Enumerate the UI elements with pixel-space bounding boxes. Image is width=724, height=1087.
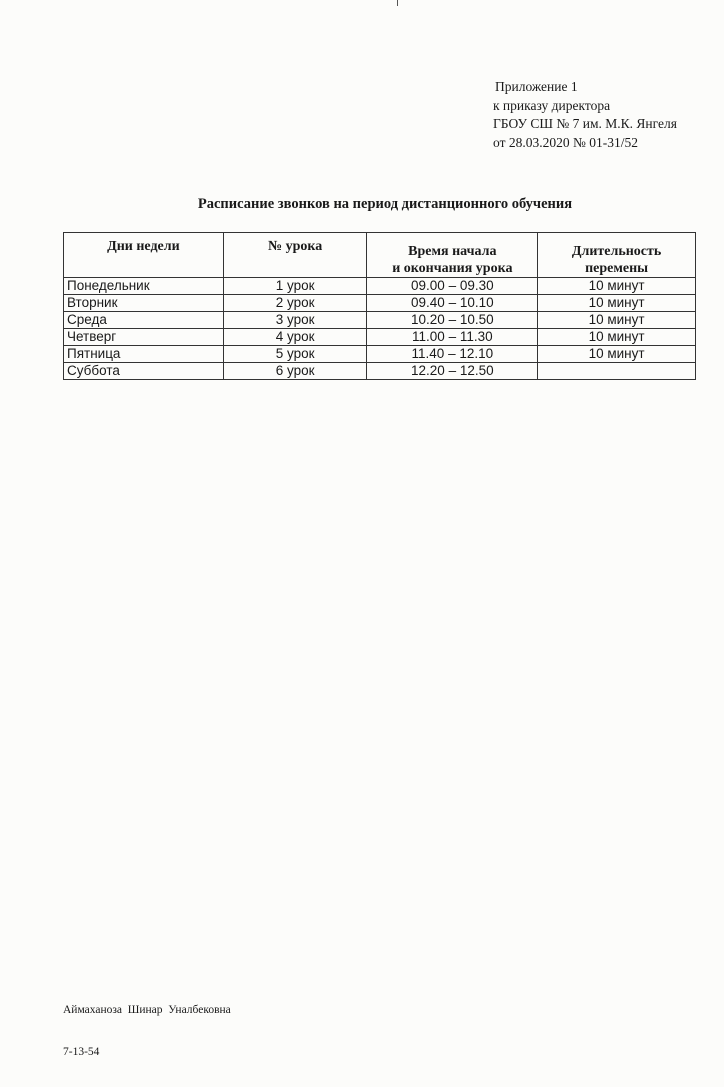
document-title: Расписание звонков на период дистанционного обучения (197, 196, 573, 212)
footer-name: Аймаханоза Шинар Уналбековна (63, 1004, 231, 1016)
header-break (538, 233, 696, 278)
header-time (367, 233, 538, 278)
schedule-table (63, 232, 696, 380)
cell-day: Пятница (64, 346, 224, 363)
cell-break: 10 минут (538, 295, 696, 312)
table-row (64, 278, 696, 295)
annex-line-3: ГБОУ СШ № 7 им. М.К. Янгеля (493, 116, 677, 131)
table-row (64, 295, 696, 312)
header-time-line-2: и окончания урока (392, 261, 513, 276)
footer-phone: 7-13-54 (63, 1046, 100, 1058)
annex-line-1: Приложение 1 (495, 79, 578, 94)
cell-lesson: 3 урок (223, 312, 367, 329)
cell-lesson: 4 урок (223, 329, 367, 346)
table-row (64, 363, 696, 380)
cell-break: 10 минут (538, 346, 696, 363)
annex-line-2: к приказу директора (493, 97, 611, 113)
annex-block (493, 78, 677, 152)
cell-day: Понедельник (64, 278, 224, 295)
header-lesson: № урока (223, 233, 367, 278)
cell-time: 12.20 – 12.50 (367, 363, 538, 380)
header-break-line-2: перемены (585, 261, 649, 276)
cell-lesson: 1 урок (223, 278, 367, 295)
table-row (64, 329, 696, 346)
cell-lesson: 2 урок (223, 295, 367, 312)
cell-day: Вторник (64, 295, 224, 312)
cell-time: 09.00 – 09.30 (367, 278, 538, 295)
footer-contact (63, 975, 231, 1087)
header-day: Дни недели (64, 233, 224, 278)
header-time-line-1: Время начала (408, 244, 497, 259)
cell-break: 10 минут (538, 329, 696, 346)
cell-break: 10 минут (538, 312, 696, 329)
cell-day: Суббота (64, 363, 224, 380)
cell-time: 10.20 – 10.50 (367, 312, 538, 329)
cell-break (538, 363, 696, 380)
cell-time: 11.00 – 11.30 (367, 329, 538, 346)
cell-time: 09.40 – 10.10 (367, 295, 538, 312)
table-header-row (64, 233, 696, 278)
annex-line-4: от 28.03.2020 № 01-31/52 (493, 134, 638, 150)
cell-lesson: 6 урок (223, 363, 367, 380)
cell-break: 10 минут (538, 278, 696, 295)
cell-time: 11.40 – 12.10 (367, 346, 538, 363)
table-row (64, 346, 696, 363)
header-break-line-1: Длительность (571, 244, 662, 259)
scan-mark (397, 0, 398, 6)
cell-day: Среда (64, 312, 224, 329)
cell-day: Четверг (64, 329, 224, 346)
table-row (64, 312, 696, 329)
cell-lesson: 5 урок (223, 346, 367, 363)
